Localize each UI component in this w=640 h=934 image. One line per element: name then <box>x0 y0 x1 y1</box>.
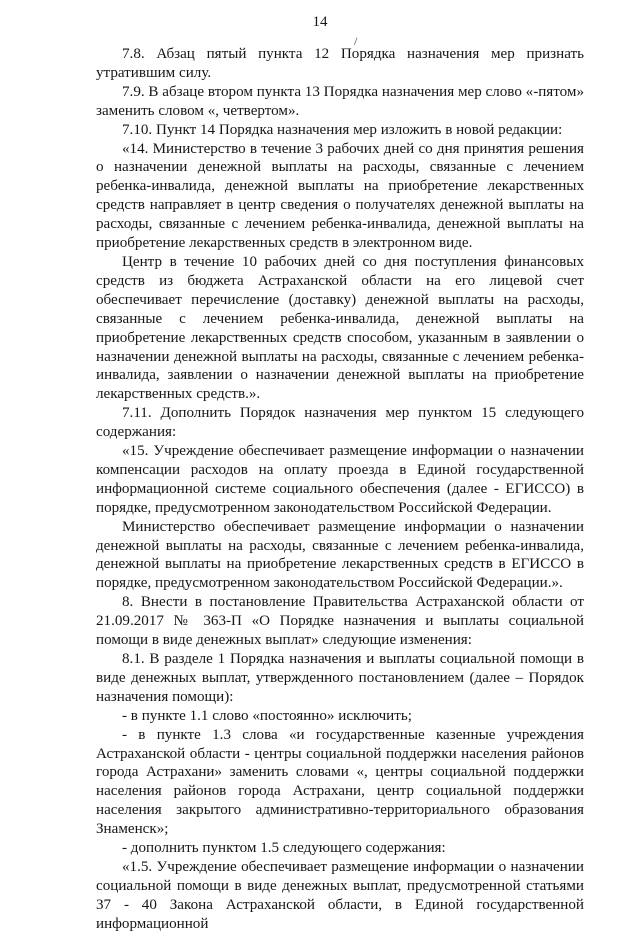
paragraph-7-8: 7.8. Абзац пятый пункта 12 Порядка назначения мер признать утратившим силу. <box>96 46 584 81</box>
paragraph-7-11: 7.11. Дополнить Порядок назначения мер пунктом 15 следующего содержания: <box>96 405 584 441</box>
paragraph-item-1-3: - в пункте 1.3 слова «и государственные казенные учреждения Астраханской области - центры социальной поддержки населения районов города Астрахани» заменить словами «, центры социальной поддержки населения районов города Астрахани, центр социальной поддержки населения закрытого административно-территориального образования Знаменск»; <box>96 726 584 838</box>
paragraph-14-center: Центр в течение 10 рабочих дней со дня поступления финансовых средств из бюджета Астраханской области на его лицевой счет обеспечивает перечисление (доставку) денежной выплаты на расходы, связанные с лечением ребенка-инвалида, денежной выплаты на приобретение лекарственных средств способом, указанным в заявлении о назначении денежной выплаты на расходы, связанные с лечением ребенка-инвалида, заявлении о назначении денежной выплаты на приобретение лекарственных средств.». <box>96 253 584 403</box>
paragraph-item-1-1: - в пункте 1.1 слово «постоянно» исключить; <box>122 707 412 724</box>
paragraph-7-10: 7.10. Пункт 14 Порядка назначения мер изложить в новой редакции: <box>122 121 563 138</box>
pen-mark: / <box>354 34 358 48</box>
paragraph-15-ministry: Министерство обеспечивает размещение информации о назначении денежной выплаты на расходы, связанные с лечением ребенка-инвалида, денежной выплаты на приобретение лекарственных средств в ЕГИССО в порядке, предусмотренном законодательством Российской Федерации.». <box>96 518 584 592</box>
paragraph-7-9: 7.9. В абзаце втором пункта 13 Порядка назначения мер слово «-пятом» заменить словом «, четвертом». <box>96 83 584 119</box>
page-number: 14 <box>312 14 328 30</box>
paragraph-item-1-5-intro: - дополнить пунктом 1.5 следующего содержания: <box>122 840 446 857</box>
paragraph-14-ministry: «14. Министерство в течение 3 рабочих дней со дня принятия решения о назначении денежной выплаты на расходы, связанные с лечением ребенка-инвалида, денежной выплаты на приобретение лекарственных средств направляет в центр сведения о получателях денежной выплаты на расходы, связанные с лечением ребенка-инвалида, денежной выплаты на приобретение лекарственных средств в электронном виде. <box>96 140 584 252</box>
paragraph-8-1: 8.1. В разделе 1 Порядка назначения и выплаты социальной помощи в виде денежных выплат, утвержденного постановлением (далее – Порядок назначения помощи): <box>96 651 584 705</box>
paragraph-15-institution: «15. Учреждение обеспечивает размещение информации о назначении компенсации расходов на оплату проезда в Единой государственной информационной системе социального обеспечения (далее - ЕГИССО) в порядке, предусмотренном законодательством Российской Федерации. <box>96 443 584 516</box>
paragraph-8: 8. Внести в постановление Правительства Астраханской области от 21.09.2017 № 363-П «О Порядке назначения и выплаты социальной помощи в виде денежных выплат» следующие изменения: <box>96 594 584 649</box>
paragraph-1-5: «1.5. Учреждение обеспечивает размещение информации о назначении социальной помощи в виде денежных выплат, предусмотренной статьями 37 - 40 Закона Астраханской области, в Единой государственной информационной <box>96 858 584 932</box>
document-body <box>96 45 584 934</box>
